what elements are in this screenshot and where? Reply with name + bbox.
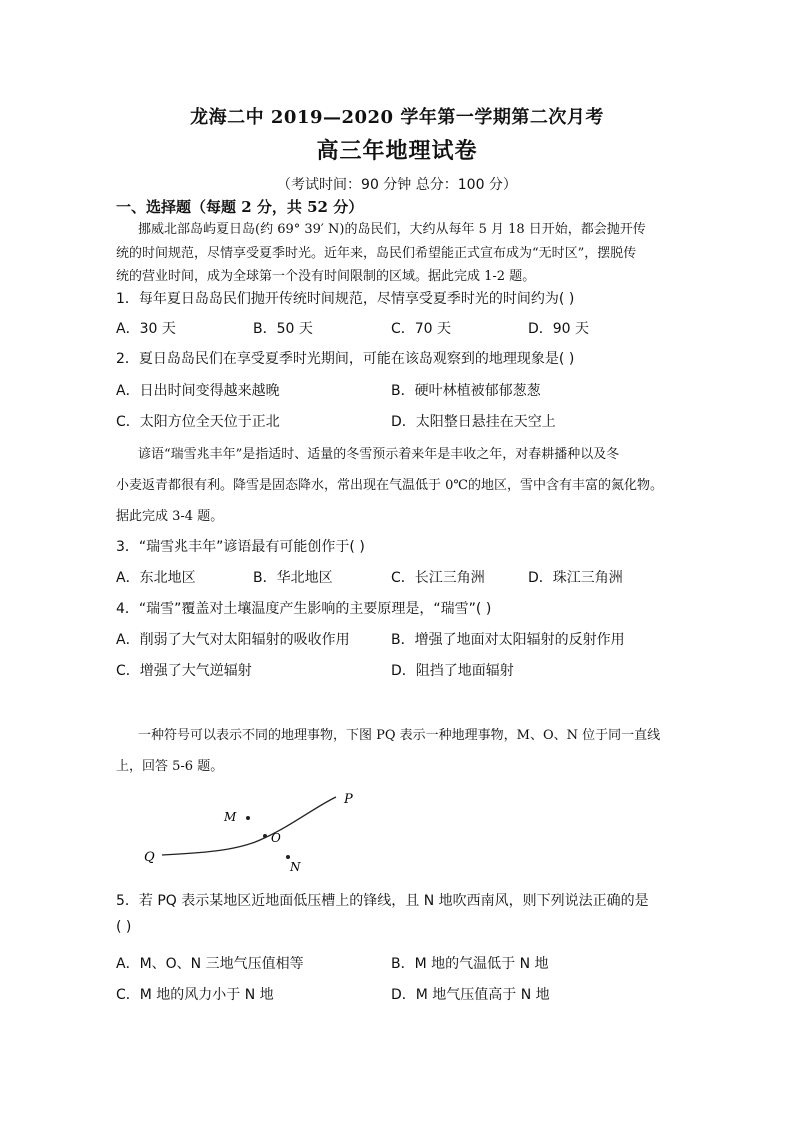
exam-subtitle: 高三年地理试卷 [316, 138, 478, 164]
option-b: B．增强了地面对太阳辐射的反射作用 [391, 632, 625, 648]
option-c: C．70 天 [391, 321, 452, 337]
question-stem: 4．“瑞雪”覆盖对土壤温度产生影响的主要原理是，“瑞雪”( ) [116, 601, 492, 617]
passage-line: 挪威北部岛屿夏日岛(约 69° 39′ N)的岛民们，大约从每年 5 月 18 日开始，都会抛开传 [138, 222, 646, 237]
option-c: C．长江三角洲 [391, 570, 485, 586]
option-d: D．珠江三角洲 [528, 570, 623, 586]
option-a: A．30 天 [116, 321, 176, 337]
option-a: A．日出时间变得越来越晚 [116, 383, 280, 399]
option-c: C．增强了大气逆辐射 [116, 663, 252, 679]
passage-line: 一种符号可以表示不同的地理事物，下图 PQ 表示一种地理事物，M、O、N 位于同一直线 [138, 728, 661, 743]
passage-line: 谚语“瑞雪兆丰年”是指适时、适量的冬雪预示着来年是丰收之年，对春耕播种以及冬 [138, 447, 620, 462]
exam-title: 龙海二中 2019—2020 学年第一学期第二次月考 [190, 107, 604, 128]
option-b: B．硬叶林植被郁郁葱葱 [391, 383, 541, 399]
option-a: A．东北地区 [116, 570, 196, 586]
question-stem: 3．“瑞雪兆丰年”谚语最有可能创作于( ) [116, 539, 365, 555]
option-b: B．华北地区 [253, 570, 333, 586]
option-d: D．90 天 [528, 321, 590, 337]
option-b: B．M 地的气温低于 N 地 [391, 956, 549, 972]
option-a: A．M、O、N 三地气压值相等 [116, 956, 304, 972]
option-a: A．削弱了大气对太阳辐射的吸收作用 [116, 632, 350, 648]
section-title: 一、选择题（每题 2 分，共 52 分） [116, 198, 364, 216]
label-q: Q [144, 850, 155, 865]
passage-line: 小麦返青都很有利。降雪是固态降水，常出现在气温低于 0℃的地区，雪中含有丰富的氮化物。 [116, 478, 663, 493]
option-d: D．阻挡了地面辐射 [391, 663, 514, 679]
front-line-figure [140, 785, 370, 880]
pq-curve [162, 797, 336, 855]
passage-line: 据此完成 3-4 题。 [116, 509, 224, 524]
question-stem-cont: ( ) [116, 919, 132, 935]
question-stem: 5．若 PQ 表示某地区近地面低压槽上的锋线，且 N 地吹西南风，则下列说法正确的是 [116, 893, 649, 909]
option-b: B．50 天 [253, 321, 313, 337]
point-o [263, 834, 267, 838]
label-o: O [271, 831, 281, 845]
option-c: C．太阳方位全天位于正北 [116, 414, 280, 430]
label-p: P [344, 792, 353, 807]
option-d: D．M 地气压值高于 N 地 [391, 987, 550, 1003]
passage-line: 上，回答 5-6 题。 [116, 759, 224, 774]
question-stem: 1．每年夏日岛岛民们抛开传统时间规范，尽情享受夏季时光的时间约为( ) [116, 291, 575, 307]
label-n: N [290, 860, 301, 874]
passage-line: 统的时间规范，尽情享受夏季时光。近年来，岛民们希望能正式宣布成为“无时区”，摆脱传 [116, 246, 637, 261]
point-m [246, 816, 250, 820]
label-m: M [224, 810, 237, 824]
exam-info: （考试时间：90 分钟 总分：100 分） [277, 177, 517, 193]
option-d: D．太阳整日悬挂在天空上 [391, 414, 556, 430]
passage-line: 统的营业时间，成为全球第一个没有时间限制的区域。据此完成 1-2 题。 [116, 269, 536, 284]
point-n [286, 855, 290, 859]
option-c: C．M 地的风力小于 N 地 [116, 987, 274, 1003]
question-stem: 2．夏日岛岛民们在享受夏季时光期间，可能在该岛观察到的地理现象是( ) [116, 351, 575, 367]
